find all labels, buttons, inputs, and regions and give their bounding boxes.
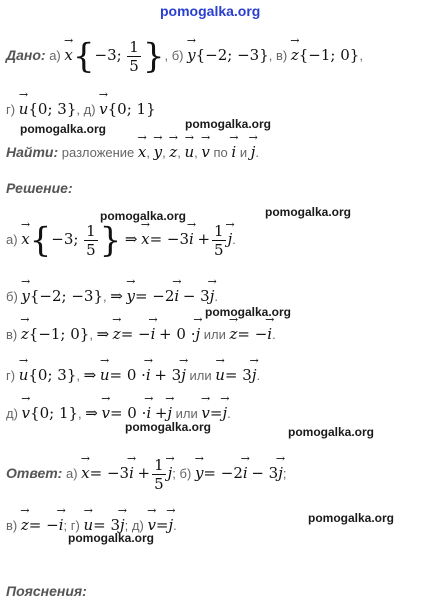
watermark: pomogalka.org <box>100 209 187 223</box>
answer-line-2: в) z →= −i →; г) u →= 3j →; д) v →=j →. <box>6 516 177 534</box>
find-line: Найти: разложение x →, y →, z →, u →, v → по i → и j →. <box>6 143 259 161</box>
answer-line-1: Ответ: а) x →= −3i → + $\frac{1}{5}$ j →; б) y →= −2i → − 3j →; <box>6 456 286 493</box>
x-coords: −3; <box>94 45 122 64</box>
given-b: б) <box>171 47 184 63</box>
watermark: pomogalka.org <box>205 305 292 319</box>
watermark: pomogalka.org <box>20 122 107 136</box>
solution-header <box>6 180 73 196</box>
given-label: Дано: <box>6 46 46 63</box>
solution-label: Решение: <box>6 180 73 196</box>
solution-c: в) z →{−1; 0}, ⇒ z →= −i → + 0 ·j → или z →= −i →. <box>6 325 276 343</box>
u-coords: {0; 3} <box>28 100 77 118</box>
watermark: pomogalka.org <box>185 117 272 131</box>
fraction-1-5: $\frac{1}{5}$ <box>129 38 139 75</box>
solution-b: б) y →{−2; −3}, ⇒ y →= −2i → − 3j →. <box>6 287 218 305</box>
z-coords: {−1; 0} <box>298 45 360 64</box>
y-coords: {−2; −3} <box>195 45 269 64</box>
vector-v: v → <box>99 100 107 118</box>
vector-u: u → <box>19 100 29 118</box>
v-coords: {0; 1} <box>107 100 156 118</box>
find-and: и <box>239 145 248 160</box>
find-label: Найти: <box>6 144 59 160</box>
vector-x: x → <box>64 46 72 64</box>
explanation-label: Пояснения: <box>6 583 87 599</box>
find-text: разложение <box>61 145 135 160</box>
given-line-1: Дано: а) x →{−3; $\frac{1}{5}$ }, б) y →{−2; −3}, в) z →{−1; 0}, <box>6 38 363 75</box>
solution-a: а) x →{−3; $\frac{1}{5}$ } ⇒ x →= −3i → + $\frac{1}{5}$ j →. <box>6 222 236 259</box>
vector-y: y → <box>187 46 195 64</box>
watermark: pomogalka.org <box>288 425 375 439</box>
vector-z: z → <box>291 46 299 64</box>
watermark: pomogalka.org <box>68 531 155 545</box>
given-c: в) <box>275 47 288 63</box>
given-e: д) <box>83 102 96 117</box>
given-d: г) <box>6 102 16 117</box>
solution-e: д) v →{0; 1}, ⇒ v →= 0 ·i → +j → или v →=j →. <box>6 404 231 422</box>
given-a: а) <box>49 47 61 63</box>
given-line-2: г) u →{0; 3}, д) v →{0; 1} <box>6 100 156 118</box>
watermark: pomogalka.org <box>265 205 352 219</box>
watermark: pomogalka.org <box>125 420 212 434</box>
watermark: pomogalka.org <box>160 3 261 19</box>
answer-label: Ответ: <box>6 464 63 481</box>
find-po: по <box>213 145 228 160</box>
watermark: pomogalka.org <box>308 511 395 525</box>
solution-d: г) u →{0; 3}, ⇒ u →= 0 ·i → + 3j → или u →= 3j →. <box>6 366 260 384</box>
explanation-header <box>6 583 87 599</box>
